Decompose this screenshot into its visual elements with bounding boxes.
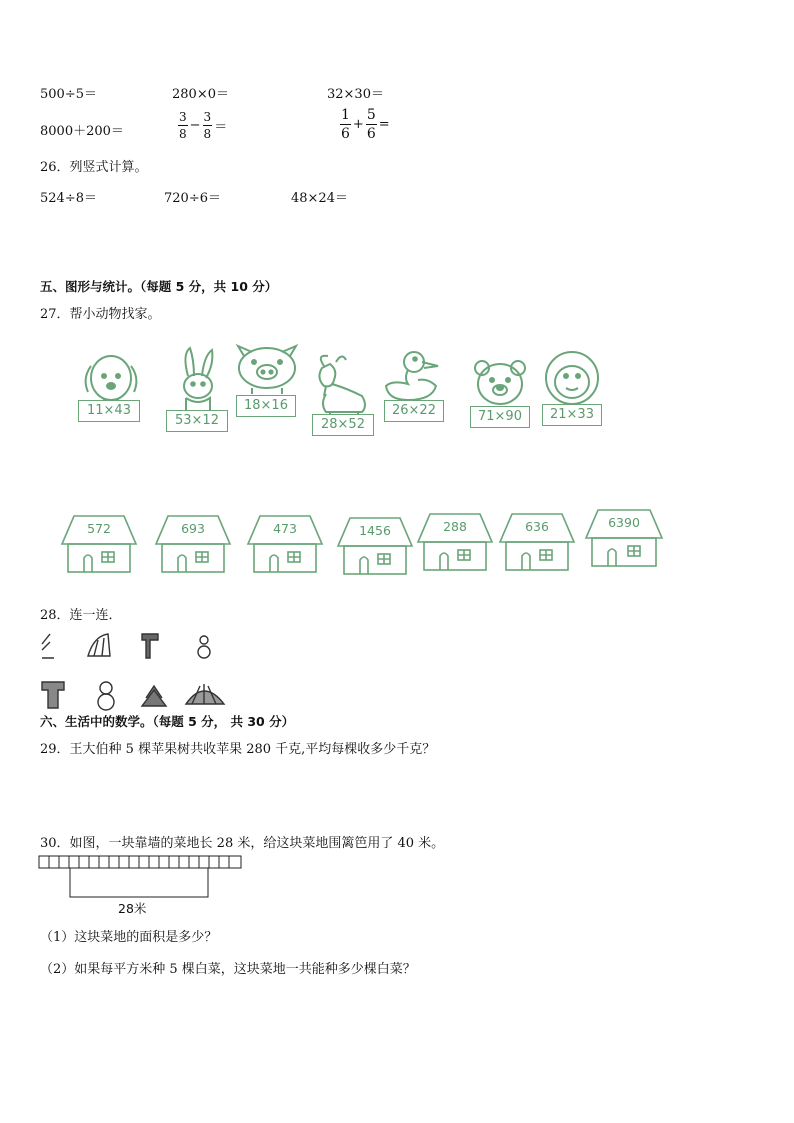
house-473 [246,514,324,576]
animal-monkey [538,350,608,430]
question-27-title: 27．帮小动物找家。 [40,307,161,322]
fraction-5-6: $\frac{5}{6}$ [366,107,376,142]
dog-expression: 11×43 [78,400,140,422]
equals-sign: = [378,117,390,132]
animal-dog [76,348,146,428]
house-693 [154,514,232,576]
question-29: 29．王大伯种 5 棵苹果树共收苹果 280 千克,平均每棵收多少千克？ [40,742,436,757]
fraction-subtraction [178,111,229,140]
calc-280-times-0: 280×0＝ [172,87,229,102]
bear-expression: 71×90 [470,406,530,428]
goat-expression: 28×52 [312,414,374,436]
fraction-3-8-a: $\frac{3}{8}$ [179,110,187,141]
question-30-sub2: （2）如果每平方米种 5 棵白菜，这块菜地一共能种多少棵白菜？ [40,962,416,977]
house-number: 572 [87,521,111,536]
dimension-label-28m: 28米 [118,901,147,916]
fraction-1-6: $\frac{1}{6}$ [341,107,350,142]
plus-sign: + [352,117,364,132]
q26-item-720-div-6: 720÷6＝ [164,191,221,206]
minus-sign: − [189,118,201,133]
q28-full-shapes [38,678,238,712]
calc-8000-plus-200: 8000＋200＝ [40,124,124,139]
q30-garden-diagram [38,855,244,917]
q26-item-48-times-24: 48×24＝ [291,191,348,206]
equals-sign: ＝ [214,120,228,135]
rabbit-expression: 53×12 [166,410,228,432]
section-5-heading: 五、图形与统计。（每题 5 分，共 10 分） [40,279,278,294]
fraction-addition [340,108,392,141]
section-6-heading: 六、生活中的数学。（每题 5 分， 共 30 分） [40,714,295,729]
calc-32-times-30: 32×30＝ [327,87,384,102]
monkey-expression: 21×33 [542,404,602,426]
animal-goat [306,352,376,436]
house-288 [416,512,494,574]
house-number: 1456 [359,523,391,538]
animal-bear [468,358,534,434]
partial-shapes-icon [38,630,238,664]
calc-500-div-5: 500÷5＝ [40,87,97,102]
house-572 [60,514,138,576]
house-number: 288 [443,519,467,534]
full-shapes-icon [38,678,238,712]
house-number: 693 [181,521,205,536]
question-26-title: 26．列竖式计算。 [40,160,148,175]
house-1456 [336,516,414,578]
house-number: 636 [525,519,549,534]
house-6390 [584,508,664,570]
q26-item-524-div-8: 524÷8＝ [40,191,97,206]
question-30-sub1: （1）这块菜地的面积是多少？ [40,930,218,945]
fraction-3-8-b: $\frac{3}{8}$ [203,110,212,141]
house-number: 473 [273,521,297,536]
animal-duck [382,348,448,424]
house-636 [498,512,576,574]
animal-rabbit [164,346,230,434]
question-30-title: 30．如图，一块靠墙的菜地长 28 米，给这块菜地围篱笆用了 40 米。 [40,836,445,851]
house-number: 6390 [608,515,640,530]
animal-pig [232,344,302,420]
pig-expression: 18×16 [236,395,296,417]
question-28-title: 28．连一连． [40,608,122,623]
duck-expression: 26×22 [384,400,444,422]
q28-partial-shapes [38,630,238,664]
